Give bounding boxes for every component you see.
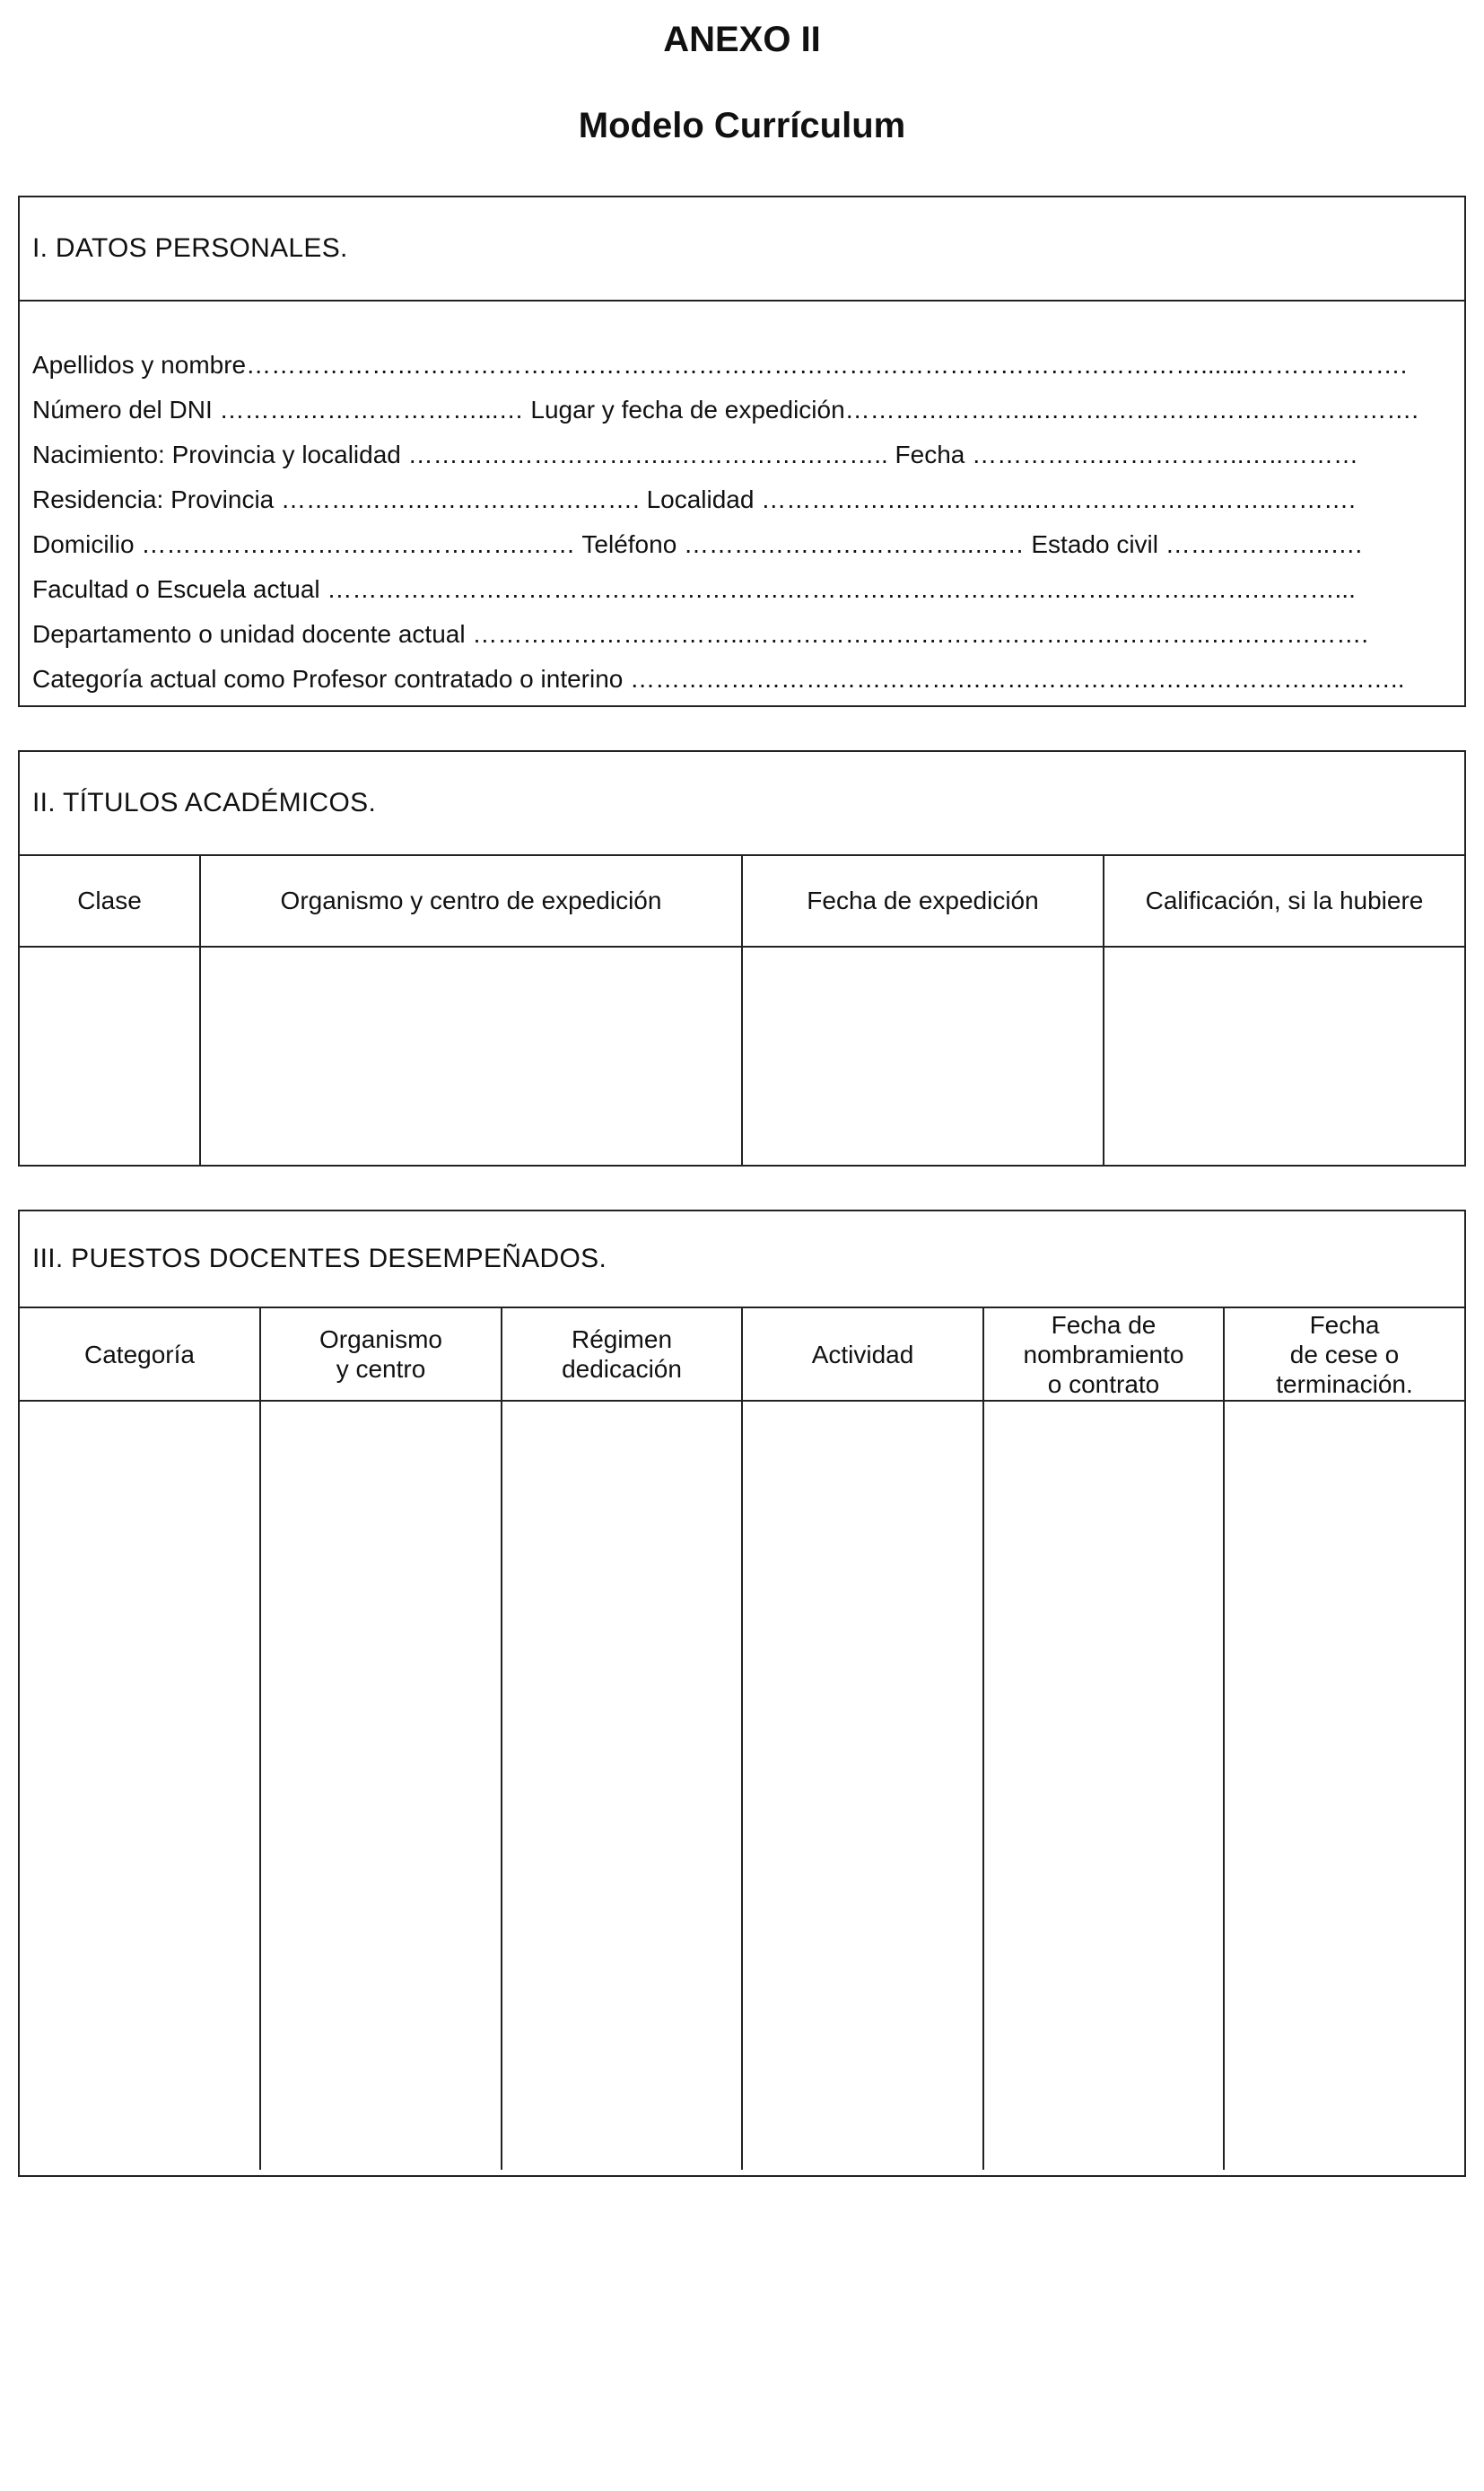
header-line: dedicación xyxy=(562,1355,682,1383)
academic-titles-table xyxy=(20,856,1464,1165)
teaching-positions-table xyxy=(20,1308,1464,2170)
header-line: Fecha xyxy=(1309,1310,1380,1339)
teaching-positions-section xyxy=(18,1210,1466,2177)
cell-fecha-expedicion[interactable] xyxy=(742,947,1104,1165)
column-header-fecha-cese xyxy=(1224,1308,1464,1401)
academic-titles-heading: II. TÍTULOS ACADÉMICOS. xyxy=(20,752,1464,856)
academic-titles-section xyxy=(18,750,1466,1167)
cell-fecha-cese[interactable] xyxy=(1224,1401,1464,2170)
cell-actividad[interactable] xyxy=(742,1401,983,2170)
column-header-regimen xyxy=(502,1308,742,1401)
cell-regimen[interactable] xyxy=(502,1401,742,2170)
personal-data-section xyxy=(18,196,1466,707)
field-facultad[interactable]: Facultad o Escuela actual ……………………………………………….…………………………………………..…….………... xyxy=(32,575,1356,603)
header-line: Actividad xyxy=(811,1340,914,1368)
column-header-organismo: Organismo y centro de expedición xyxy=(200,856,742,947)
field-domicilio[interactable]: Domicilio ……………………………………….…… Teléfono ……………………………..…… Estado civil ………………..…. xyxy=(32,530,1363,558)
table-row xyxy=(20,947,1464,1165)
field-nacimiento[interactable]: Nacimiento: Provincia y localidad …………………………..…………………….. Fecha …………….……………..…..……… xyxy=(32,441,1359,468)
header-line: nombramiento xyxy=(1023,1340,1184,1368)
field-dni-lugar-fecha[interactable]: Número del DNI ……….…………………...… Lugar y fecha de expedición…………………..………………………………………. xyxy=(32,396,1419,424)
field-residencia[interactable]: Residencia: Provincia ……………………………………. Localidad …………………………...………………………..………. xyxy=(32,485,1356,513)
column-header-calificacion: Calificación, si la hubiere xyxy=(1104,856,1464,947)
header-line: y centro xyxy=(336,1355,426,1383)
column-header-organismo-centro xyxy=(260,1308,502,1401)
column-header-fecha-nombramiento xyxy=(983,1308,1224,1401)
column-header-actividad xyxy=(742,1308,983,1401)
teaching-positions-heading: III. PUESTOS DOCENTES DESEMPEÑADOS. xyxy=(20,1211,1464,1308)
cell-organismo-centro[interactable] xyxy=(260,1401,502,2170)
table-row xyxy=(20,1401,1464,2170)
annex-title: ANEXO II xyxy=(663,20,821,59)
header-line: terminación. xyxy=(1276,1369,1413,1398)
header-line: Categoría xyxy=(84,1340,195,1368)
personal-data-heading: I. DATOS PERSONALES. xyxy=(20,197,1464,302)
cell-organismo[interactable] xyxy=(200,947,742,1165)
header-line: o contrato xyxy=(1047,1369,1160,1398)
column-header-fecha-expedicion: Fecha de expedición xyxy=(742,856,1104,947)
cell-categoria[interactable] xyxy=(20,1401,260,2170)
field-categoria-actual[interactable]: Categoría actual como Profesor contratado o interino ………………………………………………………………………….…….. xyxy=(32,665,1405,693)
cell-calificacion[interactable] xyxy=(1104,947,1464,1165)
form-title: Modelo Currículum xyxy=(578,106,906,145)
cell-clase[interactable] xyxy=(20,947,200,1165)
cell-fecha-nombramiento[interactable] xyxy=(983,1401,1224,2170)
header-line: de cese o xyxy=(1289,1340,1400,1368)
header-line: Organismo xyxy=(319,1325,442,1353)
field-departamento[interactable]: Departamento o unidad docente actual ………………….………..………………………………………………..………………. xyxy=(32,620,1369,648)
header-line: Fecha de xyxy=(1051,1310,1157,1339)
column-header-categoria xyxy=(20,1308,260,1401)
header-line: Régimen xyxy=(571,1325,673,1353)
column-header-clase: Clase xyxy=(20,856,200,947)
field-apellidos-nombre[interactable]: Apellidos y nombre…………………………………………………………………………………………………….......………………. xyxy=(32,351,1408,379)
personal-data-fields xyxy=(20,302,1464,702)
